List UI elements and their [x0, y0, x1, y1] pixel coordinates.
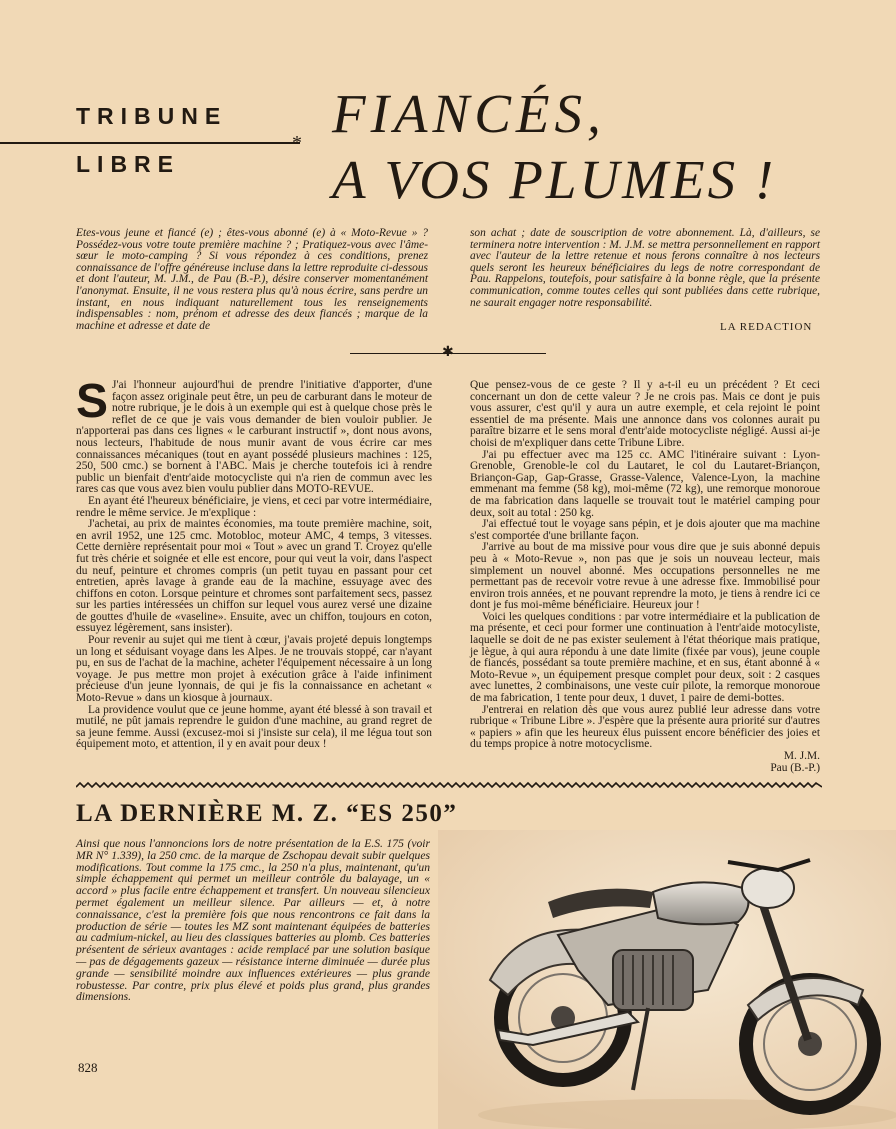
star-ornament: * — [292, 132, 302, 154]
letter-paragraph: Que pensez-vous de ce geste ? Il y a-t-il eu un précédent ? Et ceci concernant un don de cette valeur ? Je ne crois pas. Mais ce dont je puis vous assurer, c'est qu'il y aura un autre exemple, et cela rejoint le point essentiel de ma présente. Mais une annonce dans vos colonnes aurait pu paraître bizarre et le sens moral d'entr'aide motocycliste négligé. Aussi ai-je choisi de m'expliquer dans cette Tribune Libre. — [470, 379, 820, 449]
header-rule — [0, 142, 300, 144]
section-label-tribune: TRIBUNE — [76, 103, 228, 129]
letter-right-column — [470, 380, 820, 774]
zigzag-divider — [76, 781, 822, 789]
letter-paragraph: Voici les quelques conditions : par votre intermédiaire et la publication de ma présente, et ceci pour former une continuation à l'entr'aide motocyliste, laquelle se doit de ne pas exister seulement à l'état théorique mais pratique, je lègue, à qui aura répondu à une date limite (fixée par vous), jeune couple de fiancés, possédant sa toute première machine, et en sus, étant abonné à « Moto-Revue », un équipement presque complet pour deux, soit : 2 casques avec lunettes, 2 combinaisons, une veste cuir pilote, la remorque monoroue de ma fabrication, 1 tente pour deux, 1 duvet, 1 paire de demi-bottes. — [470, 610, 820, 705]
letter-paragraph: J'ai l'honneur aujourd'hui de prendre l'initiative d'apporter, d'une façon assez originale peut être, un peu de carburant dans le moteur de notre rubrique, je le dois à un exemple qui est à quelque chose près le reflet de ce que je vais vous demander de bien vouloir publier. Je n'apporterai pas dans ces lignes « le carburant instructif », dont nous avons, nous lecteurs, l'habitude de nous munir avant de vous écrire car mes connaissances mécaniques (tout en ayant possédé plusieurs machines : 125, 250, 500 cmc.) se bornent à l'ABC. Mais je cherche toutefois ici à rendre public un bienfait d'entr'aide motocycliste qui n'a rien de commun avec les rares cas que vous avez bien voulu publier dans MOTO-REVUE. — [76, 379, 432, 496]
letter-paragraph: Pour revenir au sujet qui me tient à cœur, j'avais projeté depuis longtemps un long et séduisant voyage dans les Alpes. Je ne trouvais stoppé, car n'ayant pu, en sus de l'achat de la machine, acheter l'équipement nécessaire à un long voyage. Je pus mettre mon projet à exécution grâce à l'aide infiniment précieuse d'un jeune lyonnais, de qui je fis la connaissance en achetant « Moto-Revue » dans un kiosque à journaux. — [76, 634, 432, 705]
page-number: 828 — [78, 1060, 98, 1075]
letter-paragraph: J'ai pu effectuer avec ma 125 cc. AMC l'itinéraire suivant : Lyon-Grenoble, Grenoble-le col du Lautaret, le col du Lautaret-Briançon, Briançon-Gap, Gap-Grasse, Grasse-Valence, Valence-Lyon, la machine emmenant ma femme (58 kg), moi-même (72 kg), une remorque monoroue de ma fabrication dans laquelle se trouvait tout le matériel camping pour deux, soit au total : 250 kg. — [470, 448, 820, 519]
motorcycle-photo — [438, 830, 896, 1129]
editorial-signature: LA REDACTION — [720, 321, 813, 333]
letter-signature-name: M. J.M. — [783, 750, 820, 762]
section-label-libre: LIBRE — [76, 151, 180, 177]
letter-left-column — [76, 375, 432, 751]
headline-line2: A VOS PLUMES ! — [332, 149, 777, 210]
letter-paragraph: J'arrive au bout de ma missive pour vous dire que je suis abonné depuis peu à « Moto-Revue », non pas que je sois un nouveau lecteur, mais simplement un nouvel abonné. Mes occupations personnelles ne me permettant pas de recevoir votre revue à une adresse fixe. Immobilisé pour environ trois années, et ne pouvant reprendre la moto, je tiens à rendre ici ce dont je fus moi-même bénéficiaire. Heureux jour ! — [470, 541, 820, 612]
intro-right: son achat ; date de souscription de votre abonnement. Là, d'ailleurs, se terminera notre intervention : M. J.M. se mettra personnellement en rapport avec l'auteur de la lettre retenue et nous ferons connaître à nos lecteurs quels seront les heureux bénéficiaires du legs de notre correspondant de Pau. Rappelons, toutefois, pour satisfaire à la bonne règle, que la présente communication, comme toutes celles qui sont publiées dans cette rubrique, ne saurait engager notre responsabilité. — [470, 227, 820, 309]
separator-star: ✱ — [442, 345, 454, 360]
letter-paragraph: J'achetai, au prix de maintes économies, ma toute première machine, soit, en avril 1952, une 125 cmc. Motobloc, moteur AMC, 4 temps, 3 vitesses. Cette dernière représentait pour moi « Tout » avec un grand T. Croyez qu'elle fut très chérie et soignée et elle est encore, pour qui veut la voir, dans l'aspect du neuf, peinture et chromes compris (un petit tuyau en passant pour cet entretien, après lavage à grande eau de la machine, essuyage avec des chiffons en coton. Lorsque peinture et chromes sont parfaitement secs, passez sur les parties intéressées un chiffon sur lequel vous aurez versé une dizaine de gouttes d'huile de «vaseline». Ensuite, avec un chiffon, toujours en coton, essuyez légèrement, sans insister). — [76, 518, 432, 635]
letter-paragraph: En ayant été l'heureux bénéficiaire, je viens, et ceci par votre intermédiaire, rendre le même service. Je m'explique : — [76, 494, 432, 519]
intro-left: Etes-vous jeune et fiancé (e) ; êtes-vous abonné (e) à « Moto-Revue » ? Possédez-vous votre toute première machine ? ; Pratiquez-vous avec l'âme-sœur le moto-camping ? Si vous répondez à ces conditions, prenez connaissance de l'offre généreuse incluse dans la lettre reproduite ci-dessous et dont l'auteur, M. J.M., de Pau (B.-P.), désire conserver momentanément l'anonymat. Ensuite, il ne vous restera plus qu'à nous écrire, sans perdre un instant, en nous indiquant naturellement tous les renseignements indispensables : nom, prénom et adresse des deux fiancés ; marque de la machine et adresse et date de — [76, 227, 428, 332]
mz-article-text: Ainsi que nous l'annoncions lors de notre présentation de la E.S. 175 (voir MR N° 1.339), la 250 cmc. de la marque de Zschopau devait subir quelques modifications. Tout comme la 175 cmc., la 250 n'a plus, maintenant, qu'un simple échappement qui permet un meilleur contrôle du balayage, un « accord » plus facile entre échappement et transfert. Un nouveau silencieux permet également un meilleur silence. Par ailleurs — et, à notre connaissance, c'est la première fois que nous rencontrons ce fait dans la production de série — toutes les MZ sont maintenant équipées de batteries au cadmium-nickel, au lieu des classiques batteries au plomb. Ces batteries présentent de sérieux avantages : acide remplacé par une solution basique — pas de dégagements gazeux — résistance interne diminuée — durée plus grande — sensibilité moindre aux influences extérieures — plus grande robustesse. Par contre, prix plus élevé et poids plus grand, plus grandes dimensions. — [76, 837, 430, 1004]
mz-headline: LA DERNIÈRE M. Z. “ES 250” — [76, 800, 458, 827]
letter-signature-place: Pau (B.-P.) — [770, 761, 820, 774]
letter-paragraph: La providence voulut que ce jeune homme, ayant été blessé à son travail et mutilé, ne pût jamais reprendre le guidon d'une machine, au grand regret de sa jeune femme. Aussi (excusez-moi si j'insiste sur cela), il me légua tout son équipement moto, et attention, il y en avait pour deux ! — [76, 703, 432, 751]
drop-cap: S — [76, 375, 109, 428]
headline-line1: FIANCÉS, — [332, 83, 606, 144]
letter-paragraph: J'ai effectué tout le voyage sans pépin, et je dois ajouter que ma machine s'est comportée d'une brillante façon. — [470, 518, 820, 542]
letter-paragraph: J'entrerai en relation dès que vous aurez publié leur adresse dans votre rubrique « Tribune Libre ». J'espère que la présente aura priorité sur d'autres « papiers » afin que les heureux élus puissent encore bénéficier des joies et du temps propice à notre motocyclisme. — [470, 703, 820, 751]
